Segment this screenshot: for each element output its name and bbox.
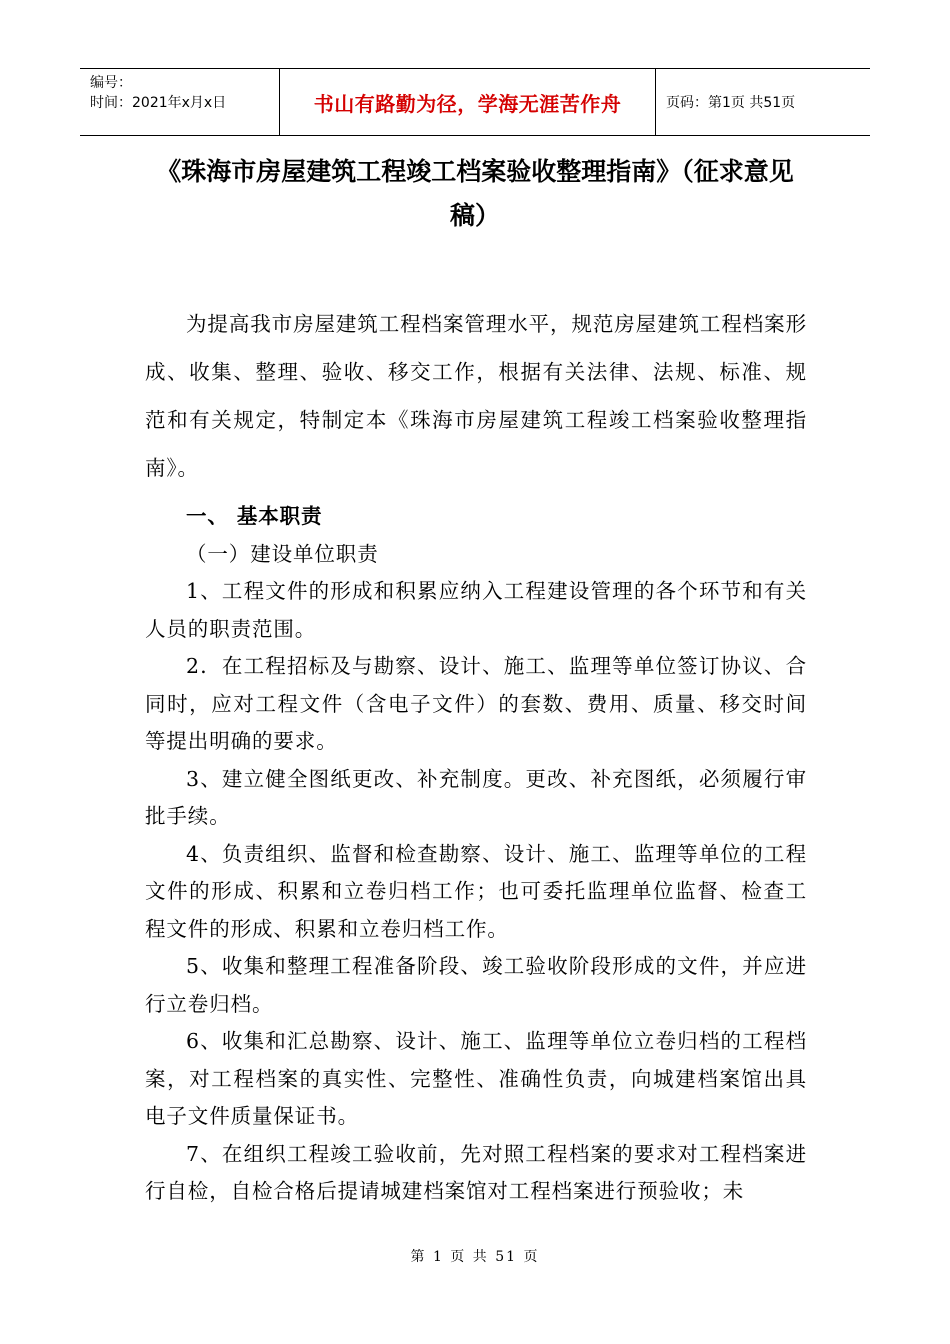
document-header [80, 68, 870, 136]
list-item: 1、工程文件的形成和积累应纳入工程建设管理的各个环节和有关人员的职责范围。 [145, 579, 807, 641]
document-number-label: 编号： [90, 75, 132, 91]
list-item: 4、负责组织、监督和检查勘察、设计、施工、监理等单位的工程文件的形成、积累和立卷归档工作；也可委托监理单位监督、检查工程文件的形成、积累和立卷归档工作。 [145, 841, 807, 941]
list-item: 3、建立健全图纸更改、补充制度。更改、补充图纸，必须履行审批手续。 [145, 766, 807, 828]
document-time-label: 时间：2021年x月x日 [90, 95, 227, 111]
section-heading: 一、 基本职责 [186, 504, 323, 528]
page-footer: 第 1 页 共 51 页 [410, 1249, 540, 1265]
document-title: 《珠海市房屋建筑工程竣工档案验收整理指南》（征求意见稿） [156, 157, 794, 230]
list-item: 6、收集和汇总勘察、设计、施工、监理等单位立卷归档的工程档案，对工程档案的真实性、完整性、准确性负责，向城建档案馆出具电子文件质量保证书。 [145, 1029, 807, 1128]
header-page-info: 页码：第1页 共51页 [666, 95, 796, 111]
header-motto: 书山有路勤为径，学海无涯苦作舟 [280, 69, 656, 135]
subsection-heading: （一）建设单位职责 [186, 541, 379, 566]
header-meta [80, 69, 280, 135]
list-item: 7、在组织工程竣工验收前，先对照工程档案的要求对工程档案进行自检，自检合格后提请城建档案馆对工程档案进行预验收；未 [145, 1141, 807, 1203]
intro-paragraph: 为提高我市房屋建筑工程档案管理水平，规范房屋建筑工程档案形成、收集、整理、验收、移交工作，根据有关法律、法规、标准、规范和有关规定，特制定本《珠海市房屋建筑工程竣工档案验收整理指南》。 [145, 312, 807, 480]
list-item: 5、收集和整理工程准备阶段、竣工验收阶段形成的文件，并应进行立卷归档。 [145, 954, 807, 1016]
list-item: 2．在工程招标及与勘察、设计、施工、监理等单位签订协议、合同时，应对工程文件（含电子文件）的套数、费用、质量、移交时间等提出明确的要求。 [145, 654, 807, 753]
document-body [145, 300, 807, 1211]
